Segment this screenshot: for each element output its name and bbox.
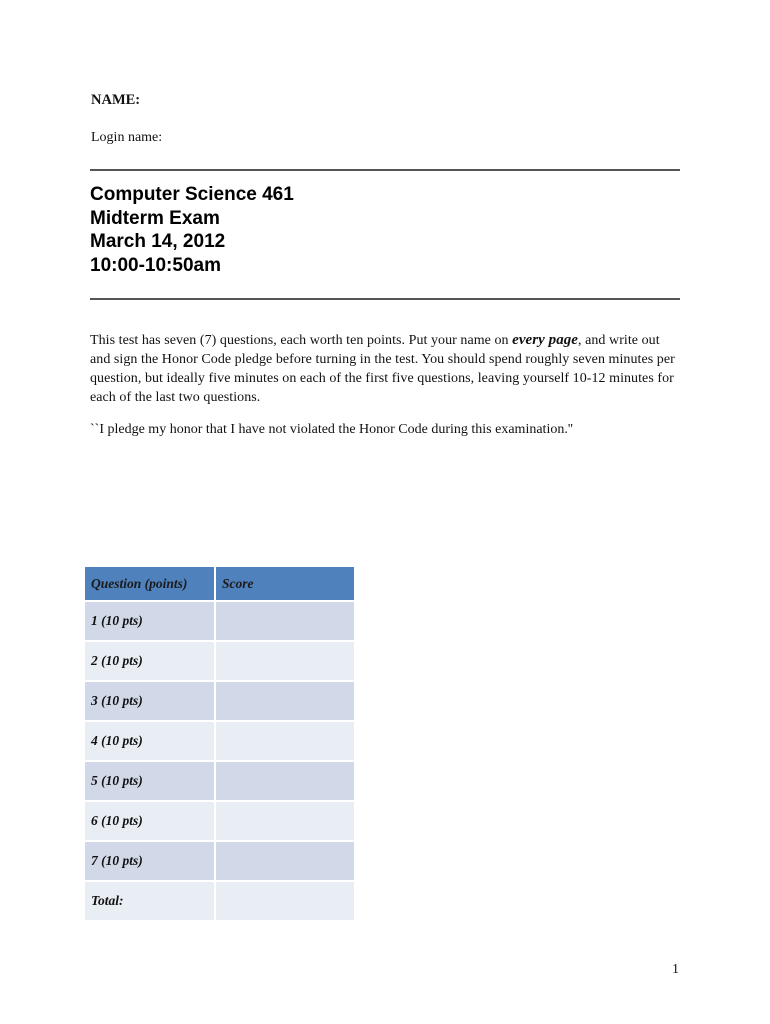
honor-pledge: ``I pledge my honor that I have not violated the Honor Code during this examination.'' — [90, 422, 573, 437]
table-row — [85, 642, 354, 680]
question-cell: 7 (10 pts) — [85, 842, 214, 880]
page-number: 1 — [672, 962, 679, 977]
exam-name: Midterm Exam — [90, 207, 220, 229]
exam-time: 10:00-10:50am — [90, 254, 221, 276]
login-name-label: Login name: — [91, 130, 163, 145]
score-table-header-row — [85, 567, 354, 600]
question-cell: 3 (10 pts) — [85, 682, 214, 720]
table-row — [85, 842, 354, 880]
table-row — [85, 762, 354, 800]
score-cell — [216, 682, 354, 720]
course-title: Computer Science 461 — [90, 184, 294, 205]
total-label-cell: Total: — [85, 882, 214, 920]
question-cell: 2 (10 pts) — [85, 642, 214, 680]
exam-date: March 14, 2012 — [90, 231, 226, 252]
score-table — [83, 565, 356, 922]
question-cell: 6 (10 pts) — [85, 802, 214, 840]
score-cell — [216, 602, 354, 640]
score-cell — [216, 722, 354, 760]
question-cell: 5 (10 pts) — [85, 762, 214, 800]
top-divider — [90, 169, 680, 171]
instructions-paragraph — [90, 331, 682, 407]
table-row — [85, 682, 354, 720]
total-score-cell — [216, 882, 354, 920]
table-row — [85, 802, 354, 840]
header-question: Question (points) — [85, 567, 214, 600]
score-cell — [216, 802, 354, 840]
score-cell — [216, 842, 354, 880]
instructions-text-part1: This test has seven (7) questions, each worth ten points. Put your name on — [90, 333, 513, 348]
score-cell — [216, 762, 354, 800]
question-cell: 4 (10 pts) — [85, 722, 214, 760]
instructions-text-part2: , and write out and sign the Honor Code pledge before turning in the test. You should spend roughly seven minutes per question, but ideally five minutes on each of the first five questions, leaving yourself 10-12 minutes for each of the last two questions. — [90, 333, 675, 405]
exam-title-block — [90, 183, 294, 277]
table-row — [85, 602, 354, 640]
question-cell: 1 (10 pts) — [85, 602, 214, 640]
table-row-total — [85, 882, 354, 920]
table-row — [85, 722, 354, 760]
bottom-divider — [90, 298, 680, 300]
header-score: Score — [216, 567, 354, 600]
name-label: NAME: — [91, 92, 141, 108]
instructions-emphasis: every page — [512, 332, 579, 348]
score-cell — [216, 642, 354, 680]
